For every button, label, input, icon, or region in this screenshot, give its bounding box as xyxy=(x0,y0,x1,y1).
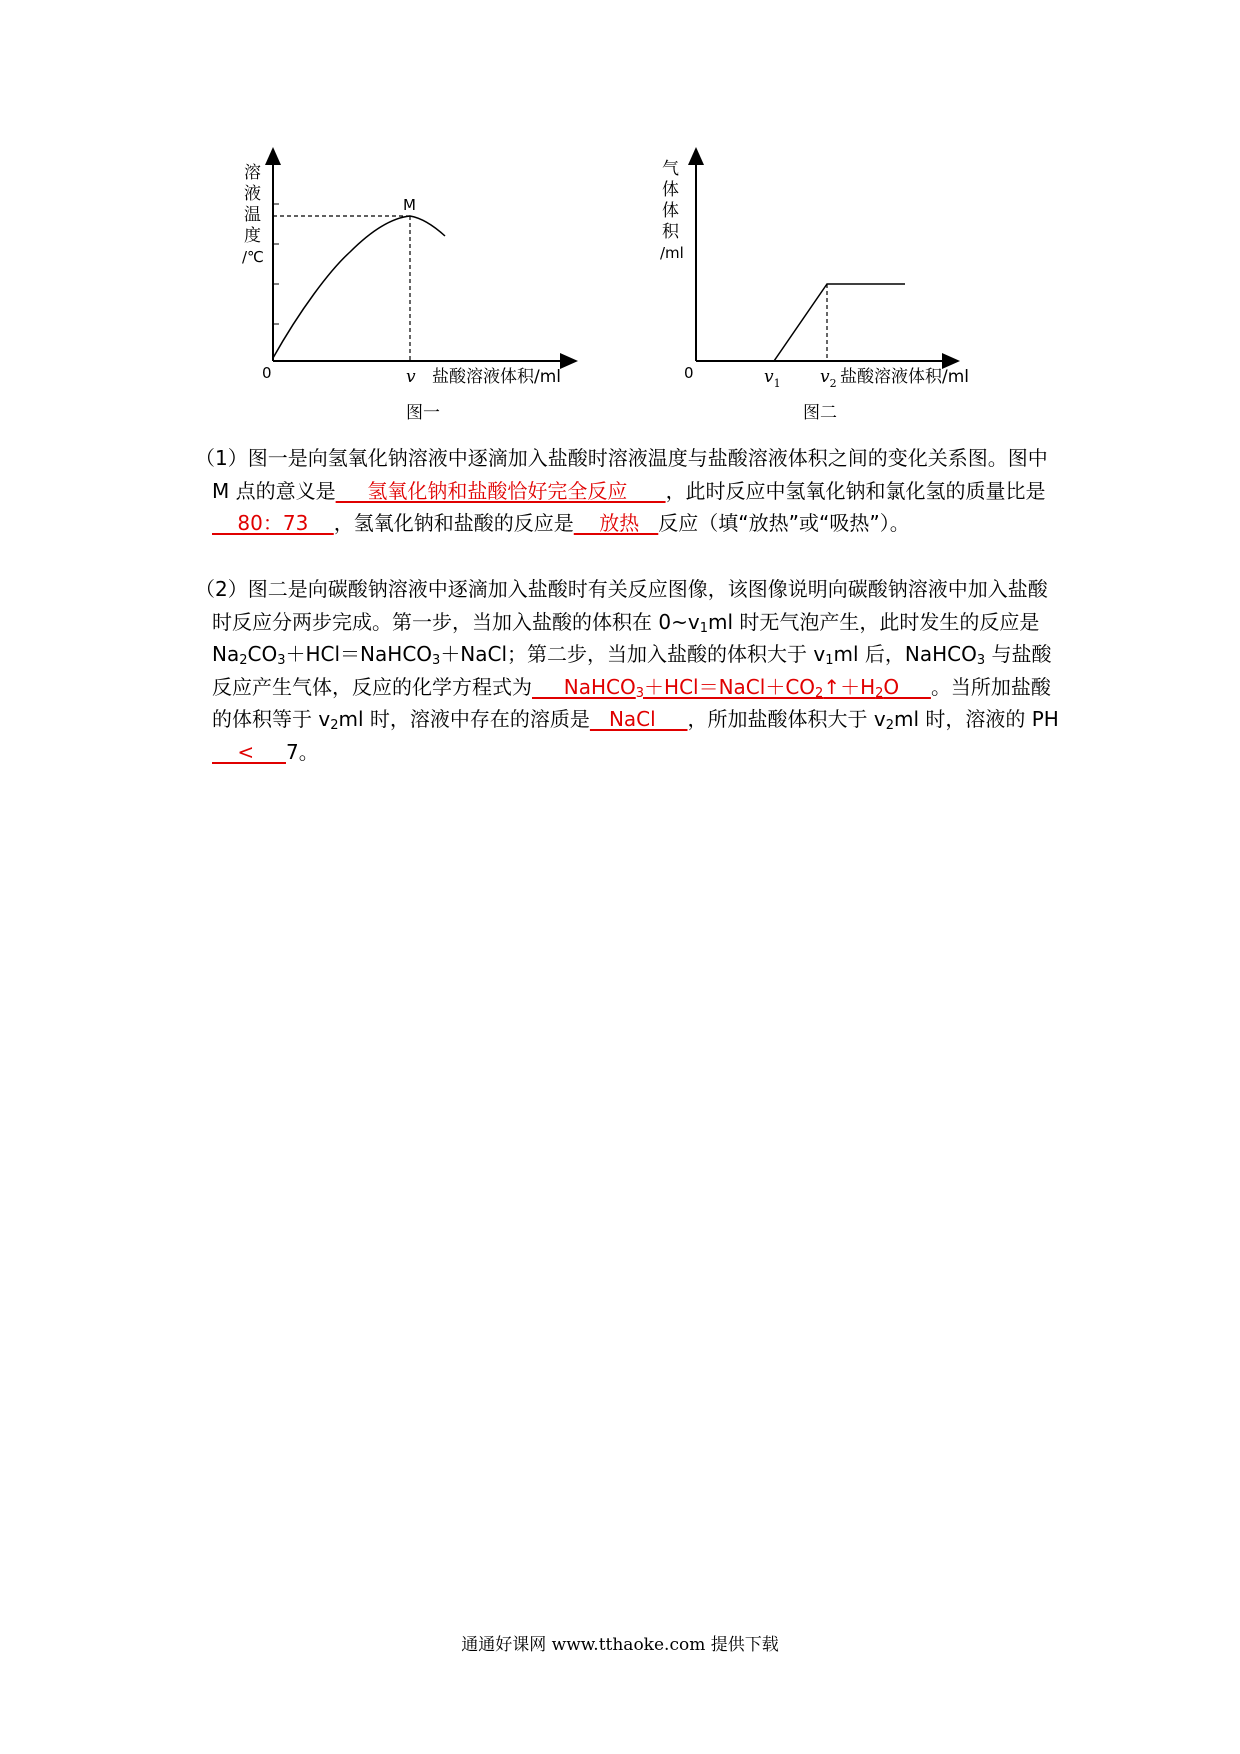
fig1-y-label-4: 度 xyxy=(244,226,261,246)
fig2-y-label-3: 体 xyxy=(662,201,679,221)
fig2-gas-line xyxy=(696,284,905,361)
figure-1-plot xyxy=(240,160,580,430)
q1-text-3: ，氢氧化钠和盐酸的反应是 xyxy=(333,511,574,535)
fig1-origin: 0 xyxy=(262,364,272,382)
fig1-x-tick-v: v xyxy=(406,367,416,387)
q2-sub-1: 1 xyxy=(699,620,708,636)
fig1-temperature-curve xyxy=(273,216,445,358)
q1-answer-exothermic: 放热 xyxy=(573,511,659,535)
figure-2-caption: 图二 xyxy=(803,403,837,423)
q2-sub-5: 1 xyxy=(825,653,834,668)
fig2-x-tick-v1: $v_1$ xyxy=(764,367,781,390)
q2-sub-10: 2 xyxy=(885,718,894,733)
figure-1-temperature-chart xyxy=(240,160,580,430)
fig2-origin: 0 xyxy=(684,364,694,382)
q1-answer-mass-ratio: 80：73 xyxy=(212,511,334,535)
fig2-y-label-2: 体 xyxy=(662,180,679,200)
q1-text-4: 反应（填“放热”或“吸热”）。 xyxy=(658,511,910,535)
q2-text-1: （2）图二是向碳酸钠溶液中逐滴加入盐酸时有关反应图像，该图像说明向碳酸钠溶液中加入盐酸时反应分两步完成。第一步，当加入盐酸的体积在 0~v xyxy=(195,577,1048,634)
q2-text-9: ml 时，溶液中存在的溶质是 xyxy=(338,707,590,731)
fig1-x-label: 盐酸溶液体积/ml xyxy=(432,367,562,387)
page-footer: 通通好课网 www.tthaoke.com 提供下载 xyxy=(461,1635,779,1655)
fig1-y-label-2: 液 xyxy=(244,184,261,204)
q2-sub-6: 3 xyxy=(976,653,986,668)
q2-answer-solute: NaCl xyxy=(589,707,688,731)
q2-sub-8: 2 xyxy=(330,718,339,733)
q2-text-2: ml 时无气泡产生，此时发生的反应是 Na xyxy=(212,609,1040,666)
fig2-y-label-5: /ml xyxy=(660,244,684,262)
q2-text-7: 与盐酸反应产生气体，反应的化学方程式为 xyxy=(212,642,1052,699)
question-2-text xyxy=(195,573,1065,768)
q2-text-5: ＋NaCl；第二步，当加入盐酸的体积大于 v xyxy=(440,642,826,666)
q2-answer-equation: $NaHCO_3+HCl=NaCl+CO_2↑+H_2O$ xyxy=(532,674,931,701)
q2-text-6: ml 后，NaHCO xyxy=(833,642,977,666)
fig1-y-label-1: 溶 xyxy=(244,163,261,183)
fig2-x-label: 盐酸溶液体积/ml xyxy=(840,367,970,387)
q2-text-12: 7。 xyxy=(285,739,319,764)
fig2-y-label-1: 气 xyxy=(662,159,679,179)
q1-answer-m-point: 氢氧化钠和盐酸恰好完全反应 xyxy=(335,478,666,503)
q2-sub-3: 3 xyxy=(277,653,286,668)
q1-text-1: （1）图一是向氢氧化钠溶液中逐滴加入盐酸时溶液温度与盐酸溶液体积之间的变化关系图。图中 M 点的意义是 xyxy=(195,446,1048,503)
fig1-y-label-5: /℃ xyxy=(242,248,264,266)
q2-text-11: ml 时，溶液的 PH xyxy=(893,707,1059,731)
question-1 xyxy=(195,442,1065,540)
q2-text-8: 。当所加盐酸的体积等于 v xyxy=(212,674,1051,731)
fig1-y-label-3: 温 xyxy=(244,205,261,225)
figure-2-gas-volume-chart xyxy=(640,160,980,430)
q2-text-3: CO xyxy=(247,642,278,666)
question-1-text xyxy=(195,442,1065,540)
q1-text-2: ，此时反应中氢氧化钠和氯化氢的质量比是 xyxy=(665,478,1046,503)
question-2 xyxy=(195,573,1065,768)
q2-answer-ph: < xyxy=(212,739,286,764)
figure-2-plot xyxy=(640,160,980,430)
fig2-x-tick-v2: $v_2$ xyxy=(820,367,837,390)
figure-1-caption: 图一 xyxy=(406,403,440,423)
fig1-peak-label: M xyxy=(403,196,416,214)
fig2-y-label-4: 积 xyxy=(662,222,679,242)
q2-sub-2: 2 xyxy=(239,653,248,668)
q2-text-10: ，所加盐酸体积大于 v xyxy=(687,707,886,731)
q2-text-4: ＋HCl＝NaHCO xyxy=(285,642,433,666)
q2-sub-4: 3 xyxy=(432,653,441,668)
